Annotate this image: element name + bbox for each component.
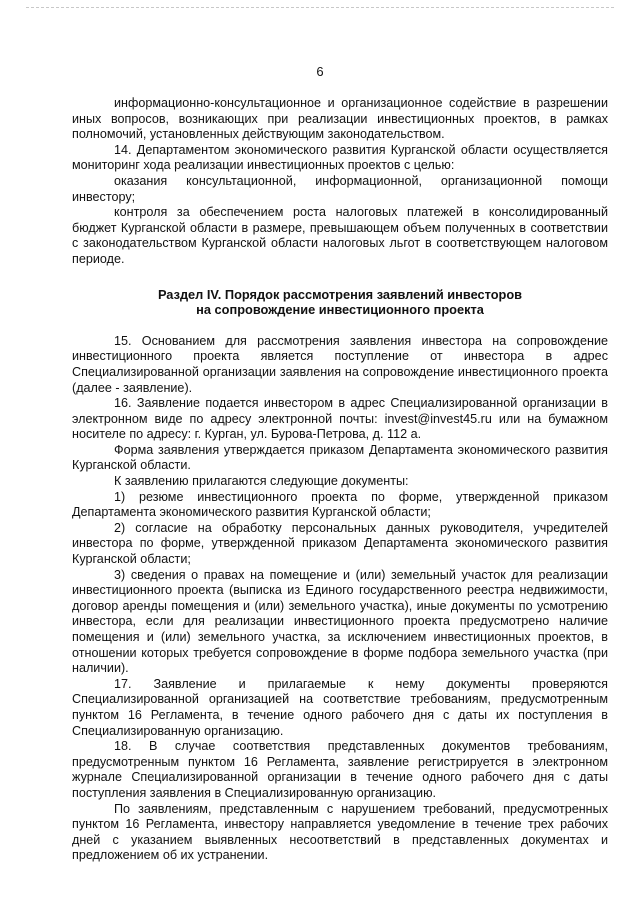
paragraph: 15. Основанием для рассмотрения заявления инвестора на сопровождение инвестиционного проекта является поступление от инвестора в адрес Специализированной организации заявления на сопровождение инвестиционного проекта (далее - заявление). bbox=[72, 333, 608, 395]
list-item: 2) согласие на обработку персональных данных руководителя, учредителей инвестора по форме, утвержденной приказом Департамента экономического развития Курганской области; bbox=[72, 520, 608, 567]
document-body bbox=[72, 96, 608, 864]
section-heading-line: Раздел IV. Порядок рассмотрения заявлений инвесторов bbox=[157, 286, 523, 302]
paragraph: оказания консультационной, информационной, организационной помощи инвестору; bbox=[72, 173, 608, 204]
paragraph: Форма заявления утверждается приказом Департамента экономического развития Курганской области. bbox=[72, 442, 608, 473]
section-heading-line: на сопровождение инвестиционного проекта bbox=[196, 302, 484, 318]
paragraph: К заявлению прилагаются следующие документы: bbox=[114, 474, 409, 489]
list-item: 1) резюме инвестиционного проекта по форме, утвержденной приказом Департамента экономического развития Курганской области; bbox=[72, 489, 608, 520]
paragraph: 16. Заявление подается инвестором в адрес Специализированной организации в электронном виде по адресу электронной почты: invest@invest45.ru или на бумажном носителе по адресу: г. Курган, ул. Бурова-Петрова, д. 112 а. bbox=[72, 396, 608, 442]
paragraph: 17. Заявление и прилагаемые к нему документы проверяются Специализированной организацией на соответствие требованиям, предусмотренным пунктом 16 Регламента, в течение одного рабочего дня с даты их поступления в Специализированную организацию. bbox=[72, 676, 608, 738]
paragraph: информационно-консультационное и организационное содействие в разрешении иных вопросов, возникающих при реализации инвестиционных проектов, в рамках полномочий, установленных действующим законодательством. bbox=[72, 96, 608, 142]
list-item: 3) сведения о правах на помещение и (или) земельный участок для реализации инвестиционного проекта (выписка из Единого государственного реестра недвижимости, договор аренды помещения и (или) земельного участка), иные документы по усмотрению инвестора, если для реализации инвестиционного проекта предусмотрено наличие помещения и (или) земельного участка, за исключением инвестиционных проектов, в отношении которых требуется сопровождение в форме подбора земельного участка (при наличии). bbox=[72, 567, 608, 676]
paragraph: 14. Департаментом экономического развития Курганской области осуществляется мониторинг хода реализации инвестиционных проектов с целью: bbox=[72, 142, 608, 173]
paragraph: По заявлениям, представленным с нарушением требований, предусмотренных пунктом 16 Регламента, инвестору направляется уведомление в течение трех рабочих дней с указанием выявленных несоответствий в представленных документах и предложением об их устранении. bbox=[72, 801, 608, 863]
paragraph: 18. В случае соответствия представленных документов требованиям, предусмотренным пунктом 16 Регламента, заявление регистрируется в электронном журнале Специализированной организации в течение одного рабочего дня с даты поступления заявления в Специализированную организацию. bbox=[72, 739, 608, 800]
section-heading bbox=[72, 287, 608, 318]
page-number: 6 bbox=[316, 64, 324, 79]
scan-edge-line bbox=[26, 7, 614, 8]
paragraph: контроля за обеспечением роста налоговых платежей в консолидированный бюджет Курганской области в размере, превышающем объем полученных в соответствии с законодательством Курганской области налоговых льгот в соответствующем налоговом периоде. bbox=[72, 205, 608, 266]
